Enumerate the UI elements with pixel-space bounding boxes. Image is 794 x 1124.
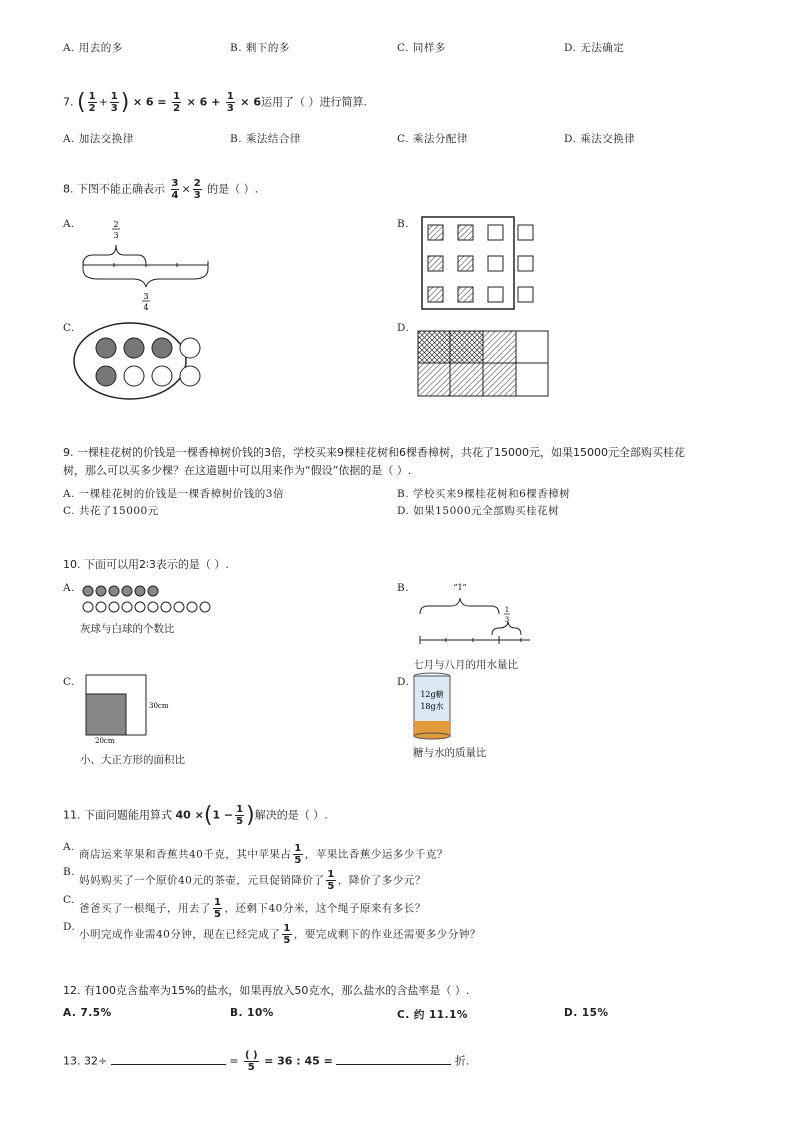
q10-caption-b: 七月与八月的用水量比 [413, 659, 518, 671]
q10-figure-a [80, 583, 215, 615]
q11-option-b[interactable]: 妈妈购买了一个原价40元的茶壶，元旦促销降价了 $\frac{1}{5}$ ，降价了多少元？ [79, 869, 426, 892]
q13-suffix: 折. [454, 1054, 470, 1068]
q6-option-c[interactable]: C. 同样多 [397, 42, 446, 54]
q10-figure-c [85, 674, 180, 746]
q8-figure-b [420, 215, 545, 311]
q9-option-d[interactable]: D. 如果15000元全部购买桂花树 [397, 505, 560, 517]
q6-option-b[interactable]: B. 剩下的多 [230, 42, 290, 54]
q12-option-c[interactable]: C. 约 11.1% [397, 1009, 468, 1021]
q11-label-b[interactable]: B. [63, 866, 76, 878]
q8-stem [63, 178, 258, 201]
q9-option-c[interactable]: C. 共花了15000元 [63, 505, 159, 517]
b-frac-num: 1 [504, 606, 510, 614]
q8-suffix: 的是（ ）. [207, 182, 259, 196]
q11-label-a[interactable]: A. [63, 841, 75, 853]
q11-frac: $\frac{1}{5}$ [236, 804, 244, 827]
b-frac-den: 3 [504, 616, 510, 624]
q7-frac-2: $\frac{1}{3}$ [110, 91, 118, 114]
b-one-label: “1” [453, 583, 467, 592]
paren-open: ( [203, 803, 213, 828]
q9-option-b[interactable]: B. 学校买来9棵桂花树和6棵香樟树 [397, 488, 571, 500]
q6-option-a[interactable]: A. 用去的多 [63, 42, 123, 54]
q6-option-d[interactable]: D. 无法确定 [564, 42, 625, 54]
q11-option-d[interactable]: 小明完成作业需40分钟，现在已经完成了 $\frac{1}{5}$ ，要完成剩下的作业还需要多少分钟？ [79, 923, 481, 946]
q7-frac-4: $\frac{1}{3}$ [226, 91, 234, 114]
q11-c-frac: $\frac{1}{5}$ [214, 897, 222, 920]
q8-figure-d [417, 330, 551, 398]
q8-op: × [181, 182, 191, 196]
q8-label-b[interactable]: B. [397, 218, 410, 230]
q11-option-a[interactable]: 商店运来苹果和香蕉共40千克，其中苹果占 $\frac{1}{5}$ ，苹果比香蕉少运多少千克？ [79, 843, 448, 866]
q11-label-c[interactable]: C. [63, 894, 75, 906]
q11-a-frac: $\frac{1}{5}$ [294, 843, 302, 866]
q8-figure-a [78, 215, 218, 315]
q10-caption-a: 灰球与白球的个数比 [80, 623, 175, 635]
a-top-num: 2 [113, 220, 119, 229]
q7-number: 7. [63, 95, 74, 109]
q7-times-6c: × 6 [240, 95, 261, 109]
paren-close: ) [246, 803, 255, 828]
c-small-label: 20cm [95, 737, 115, 745]
c-big-label: 30cm [149, 702, 169, 710]
q11-expr-a: 40 × [175, 808, 204, 822]
paren-open: ( [77, 90, 86, 115]
a-bot-den: 4 [143, 303, 149, 312]
d-label-2: 18g水 [420, 702, 444, 711]
d-label-1: 12g糖 [420, 690, 444, 699]
q8-prefix: 8. 下图不能正确表示 [63, 182, 165, 196]
q13-blank-2[interactable] [336, 1064, 451, 1065]
q8-frac-a: $\frac{3}{4}$ [171, 178, 179, 201]
q11-prefix: 11. 下面问题能用算式 [63, 808, 172, 822]
q10-label-d[interactable]: D. [397, 676, 410, 688]
q13-prefix: 13. 32÷ [63, 1054, 108, 1068]
q10-caption-c: 小、大正方形的面积比 [80, 754, 185, 766]
q11-suffix: 解决的是（ ）. [254, 808, 328, 822]
q13-blank-1[interactable] [111, 1064, 226, 1065]
q11-b-frac: $\frac{1}{5}$ [327, 869, 335, 892]
q8-figure-c [72, 320, 212, 402]
q10-label-c[interactable]: C. [63, 676, 75, 688]
q7-frac-1: $\frac{1}{2}$ [88, 91, 96, 114]
q9-line1: 9. 一棵桂花树的价钱是一棵香樟树价钱的3倍，学校买来9棵桂花树和6棵香樟树，共花了15000元，如果15000元全部购买桂花 [63, 446, 685, 459]
q8-label-c[interactable]: C. [63, 322, 75, 334]
q12-option-d[interactable]: D. 15% [564, 1007, 609, 1019]
q11-label-d[interactable]: D. [63, 921, 76, 933]
q10-figure-b [415, 580, 535, 650]
q9-option-a[interactable]: A. 一棵桂花树的价钱是一棵香樟树价钱的3倍 [63, 488, 284, 500]
q7-option-a[interactable]: A. 加法交换律 [63, 133, 134, 145]
q7-times-6a: × 6 = [132, 95, 167, 109]
q11-option-c[interactable]: 爸爸买了一根绳子，用去了 $\frac{1}{5}$ ，还剩下40分米，这个绳子原来有多长？ [79, 897, 426, 920]
a-top-den: 3 [113, 231, 119, 240]
q10-caption-d: 糖与水的质量比 [413, 747, 487, 759]
q10-stem: 10. 下面可以用2∶3表示的是（ ）. [63, 558, 229, 571]
q7-stem: 7. ( $\frac{1}{2}$ + $\frac{1}{3}$ ) × 6 = $\frac{1}{2}$ × 6 + $\frac{1}{3}$ × 6运用了（ ）进行简算. [63, 90, 367, 115]
q13-frac: $\frac{( )}{5}$ [244, 1050, 258, 1073]
q10-figure-d [411, 672, 453, 742]
q7-option-d[interactable]: D. 乘法交换律 [564, 133, 636, 145]
q8-label-a[interactable]: A. [63, 218, 75, 230]
q10-label-b[interactable]: B. [397, 582, 410, 594]
q13-stem [63, 1050, 469, 1073]
q12-option-b[interactable]: B. 10% [230, 1007, 274, 1019]
paren-close: ) [120, 90, 130, 115]
q12-stem: 12. 有100克含盐率为15%的盐水，如果再放入50克水，那么盐水的含盐率是（ ）. [63, 984, 470, 997]
q7-frac-3: $\frac{1}{2}$ [173, 91, 181, 114]
q7-option-c[interactable]: C. 乘法分配律 [397, 133, 468, 145]
q11-stem [63, 803, 328, 828]
q13-eq: = [229, 1054, 239, 1068]
a-bot-num: 3 [143, 292, 149, 301]
q12-option-a[interactable]: A. 7.5% [63, 1007, 112, 1019]
q8-frac-b: $\frac{2}{3}$ [193, 178, 201, 201]
q11-d-frac: $\frac{1}{5}$ [283, 923, 291, 946]
q8-label-d[interactable]: D. [397, 322, 410, 334]
q9-line2: 树，那么可以买多少棵？在这道题中可以用来作为“假设”依据的是（ ）. [63, 464, 412, 477]
q7-text: 运用了（ ）进行简算. [260, 95, 367, 109]
q7-times-6b: × 6 + [186, 95, 221, 109]
q10-label-a[interactable]: A. [63, 582, 75, 594]
q13-mid: = 36 : 45 = [264, 1054, 333, 1068]
q11-expr-b: 1 − [212, 808, 234, 822]
q7-option-b[interactable]: B. 乘法结合律 [230, 133, 301, 145]
